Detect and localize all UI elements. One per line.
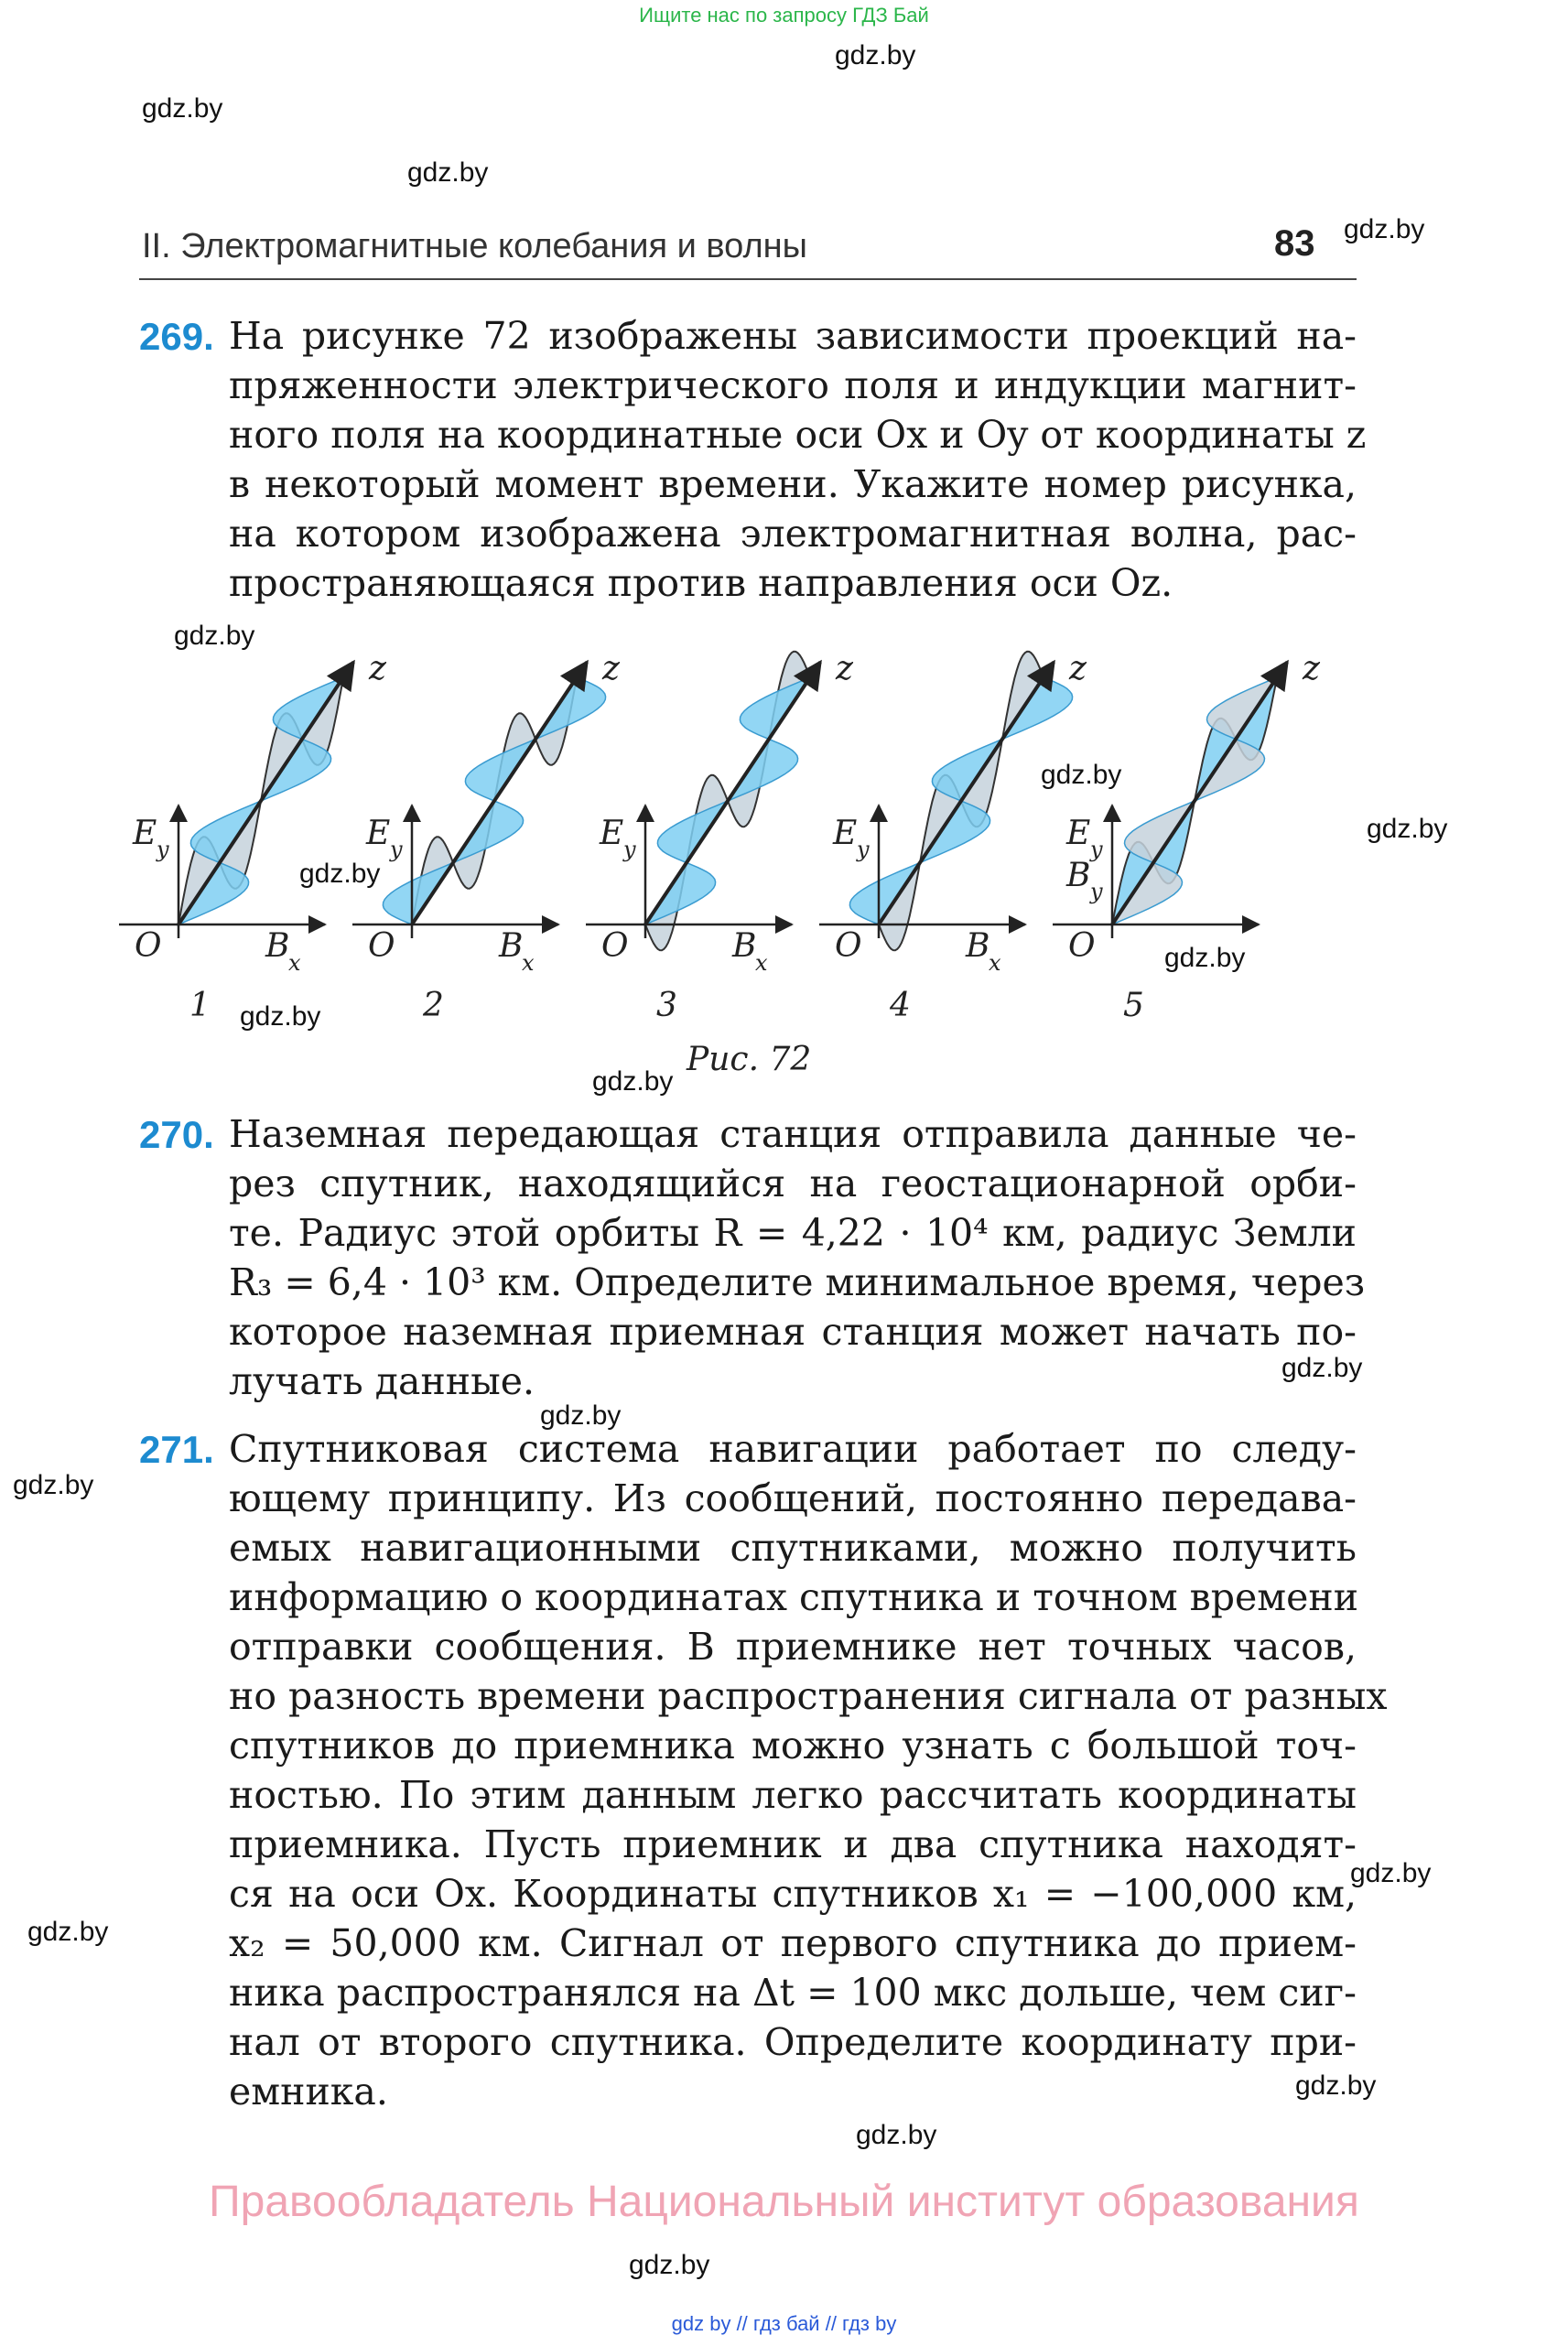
figure-72 [110, 613, 1410, 1043]
problem-text-line: емника. [229, 2070, 388, 2114]
watermark: gdz.by [1041, 760, 1122, 790]
problem-text-line: ностью. По этим данным легко рассчитать координаты [229, 1773, 1357, 1817]
z-axis [178, 662, 353, 924]
watermark: gdz.by [299, 859, 381, 889]
watermark: gdz.by [142, 93, 223, 124]
top-note: Ищите нас по запросу ГДЗ Бай [639, 4, 929, 27]
axis-label-y: E [600, 815, 624, 852]
axis-label-x: B [265, 927, 290, 965]
watermark: gdz.by [592, 1066, 674, 1097]
problem-number: 270. [139, 1113, 214, 1156]
axis-label-z: z [1069, 650, 1087, 687]
problem-text-line: но разность времени распространения сигнала от разных [229, 1674, 1388, 1718]
header-divider [139, 278, 1357, 280]
z-axis [879, 662, 1054, 924]
axis-label-z: z [836, 650, 853, 687]
chapter-title: II. Электромагнитные колебания и волны [142, 227, 807, 265]
problem-text-line: R₃ = 6,4 · 10³ км. Определите минимальное время, через [229, 1260, 1366, 1304]
watermark: gdz.by [835, 40, 916, 70]
origin-label: O [368, 927, 395, 965]
watermark: gdz.by [174, 621, 255, 651]
axis-label-z: z [1303, 650, 1320, 687]
problem-text-line: Наземная передающая станция отправила данные че- [229, 1112, 1357, 1156]
watermark: gdz.by [1164, 943, 1246, 973]
axis-label-y2: B [1066, 857, 1091, 894]
axis-label-y: E [366, 815, 391, 852]
axis-label-x: B [966, 927, 990, 965]
axis-label-y: E [133, 815, 157, 852]
watermark: gdz.by [1367, 814, 1448, 844]
problem-text-line: ся на оси Ox. Координаты спутников x₁ = −100,000 км, [229, 1872, 1357, 1916]
problem-text-line: в некоторый момент времени. Укажите номер рисунка, [229, 462, 1357, 506]
problem-text-line: те. Радиус этой орбиты R = 4,22 · 10⁴ км, радиус Земли [229, 1211, 1357, 1255]
axis-label-y-sub: y [623, 837, 636, 862]
problem-text-line: спутников до приемника можно узнать с большой точ- [229, 1724, 1357, 1768]
problem-text-line: На рисунке 72 изображены зависимости проекций на- [229, 314, 1357, 358]
axis-label-x: B [499, 927, 524, 965]
problem-text-line: Спутниковая система навигации работает по следу- [229, 1427, 1357, 1471]
axis-label-x-sub: x [522, 950, 535, 976]
watermark: gdz.by [1295, 2070, 1377, 2101]
problem-text-line: емых навигационными спутниками, можно получить [229, 1526, 1357, 1570]
axis-label-z: z [369, 650, 386, 687]
axis-label-y-sub: y [157, 837, 169, 862]
axis-label-y: E [833, 815, 858, 852]
watermark: gdz.by [27, 1917, 109, 1947]
problem-text-line: приемника. Пусть приемник и два спутника находят- [229, 1822, 1357, 1866]
problem-text-line: x₂ = 50,000 км. Сигнал от первого спутника до прием- [229, 1921, 1357, 1965]
watermark: gdz.by [240, 1001, 321, 1032]
watermark: gdz.by [1350, 1858, 1432, 1888]
axis-label-x-sub: x [755, 950, 768, 976]
page-number: 83 [1274, 223, 1315, 264]
panel-number: 4 [890, 987, 911, 1024]
z-axis [412, 662, 587, 924]
origin-label: O [601, 927, 629, 965]
figure-panel-5 [1053, 650, 1321, 1024]
axis-label-y: E [1066, 815, 1091, 852]
panel-number: 2 [423, 987, 444, 1024]
figure-caption: Рис. 72 [687, 1041, 812, 1078]
axis-label-x-sub: x [288, 950, 301, 976]
problem-text-line: нал от второго спутника. Определите координату при- [229, 2020, 1357, 2064]
footer-links[interactable]: gdz by // гдз бай // гдз by [671, 2312, 897, 2335]
figure-panel-3 [586, 650, 854, 1024]
problem-number: 271. [139, 1428, 214, 1471]
watermark: gdz.by [1281, 1353, 1363, 1383]
problem-text-line: пряженности электрического поля и индукции магнит- [229, 363, 1357, 407]
problem-text-line: ющему принципу. Из сообщений, постоянно передава- [229, 1476, 1357, 1520]
problem-text-line: рез спутник, находящийся на геостационарной орби- [229, 1162, 1357, 1205]
watermark: gdz.by [856, 2120, 937, 2150]
problem-text-line: лучать данные. [229, 1359, 535, 1403]
problem-text-line: пространяющаяся против направления оси Oz. [229, 561, 1173, 605]
problem-text-line: ника распространялся на Δt = 100 мкс дольше, чем сиг- [229, 1971, 1357, 2015]
axis-label-y-sub: y [390, 837, 403, 862]
problem-text-line: ного поля на координатные оси Ox и Oy от координаты z [229, 413, 1367, 457]
problem-text-line: отправки сообщения. В приемнике нет точных часов, [229, 1625, 1357, 1669]
origin-label: O [835, 927, 862, 965]
axis-label-x: B [732, 927, 757, 965]
watermark: gdz.by [629, 2250, 710, 2280]
problem-number: 269. [139, 315, 214, 358]
watermark: gdz.by [540, 1400, 622, 1431]
figure-panel-2 [352, 650, 624, 1024]
axis-label-z: z [602, 650, 620, 687]
origin-label: O [1068, 927, 1096, 965]
panel-number: 5 [1123, 987, 1144, 1024]
z-axis [645, 662, 820, 924]
axis-label-y-sub: y [1090, 837, 1103, 862]
panel-number: 3 [656, 987, 677, 1024]
problem-text-line: которое наземная приемная станция может начать по- [229, 1310, 1357, 1354]
figure-panel-1 [119, 650, 387, 1024]
axis-label-x-sub: x [989, 950, 1001, 976]
problem-text-line: на котором изображена электромагнитная волна, рас- [229, 512, 1357, 556]
axis-label-y2-sub: y [1090, 879, 1103, 904]
z-axis [1112, 662, 1287, 924]
origin-label: O [135, 927, 162, 965]
copyright-notice: Правообладатель Национальный институт образования [209, 2178, 1359, 2226]
watermark: gdz.by [1344, 214, 1425, 244]
axis-label-y-sub: y [857, 837, 870, 862]
problem-text-line: информацию о координатах спутника и точном времени [229, 1575, 1359, 1619]
panel-number: 1 [189, 987, 211, 1024]
watermark: gdz.by [407, 157, 489, 188]
figure-panel-4 [819, 650, 1087, 1024]
watermark: gdz.by [13, 1470, 94, 1500]
